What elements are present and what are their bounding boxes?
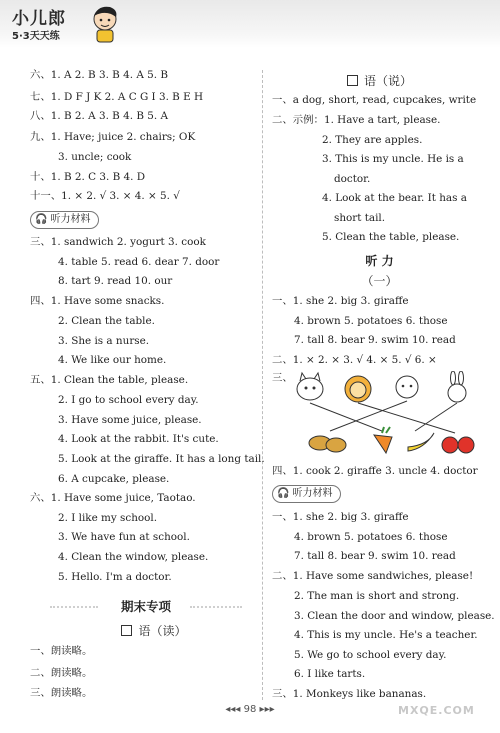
answer-line: 3. This is my uncle. He is a: [322, 153, 464, 165]
page-number: 98: [243, 704, 257, 715]
answer-line: 八、1. B 2. A 3. B 4. B 5. A: [30, 110, 168, 122]
answer-line: 2. Clean the table.: [58, 315, 155, 327]
answer-line: 7. tall 8. bear 9. swim 10. read: [294, 550, 456, 562]
answer-line: 3. uncle; cook: [58, 151, 132, 163]
answer-line: 二、1. × 2. × 3. √ 4. × 5. √ 6. ×: [272, 354, 437, 366]
apples-icon: [442, 437, 474, 453]
answer-line: 二、示例：1. Have a tart, please.: [272, 114, 441, 126]
prev-arrows-icon: ◂◂◂: [225, 704, 244, 715]
answer-line: 7. tall 8. bear 9. swim 10. read: [294, 334, 456, 346]
lion-icon: [345, 376, 371, 402]
answer-line: 一、朗读略。: [30, 645, 93, 657]
answer-line: 一、1. she 2. big 3. giraffe: [272, 295, 409, 307]
sheep-icon: [396, 376, 418, 398]
answer-line: 2. They are apples.: [322, 134, 423, 146]
answer-line: 4. brown 5. potatoes 6. those: [294, 531, 448, 543]
listening-material-tag: [30, 211, 99, 229]
subsection-label: 语（说）: [363, 74, 412, 88]
answer-line: 4. Clean the window, please.: [58, 551, 209, 563]
headphones-icon: 🎧: [35, 214, 48, 225]
subsection-title: [38, 622, 270, 639]
match-line: [330, 401, 407, 431]
answer-line: 5. Hello. I'm a doctor.: [58, 571, 172, 583]
answer-line: 6. A cupcake, please.: [58, 473, 170, 485]
answer-line: 4. Look at the bear. It has a: [322, 192, 467, 204]
mascot-icon: [88, 4, 122, 44]
answer-line: 四、1. Have some snacks.: [30, 295, 165, 307]
watermark: MXQE.COM: [398, 704, 475, 717]
answer-line: 三、: [272, 372, 293, 384]
header-band: [0, 0, 500, 48]
answer-line: 七、1. D F J K 2. A C G I 3. B E H: [30, 91, 204, 103]
page-header: [0, 0, 500, 52]
answer-line: 六、1. Have some juice, Taotao.: [30, 492, 196, 504]
cat-icon: [297, 373, 323, 400]
answer-line: 4. This is my uncle. He's a teacher.: [294, 629, 478, 641]
answer-line: short tail.: [334, 212, 386, 224]
answer-line: 4. brown 5. potatoes 6. those: [294, 315, 448, 327]
series-label: 5·3天天练: [12, 31, 60, 42]
potatoes-icon: [309, 436, 346, 452]
headphones-icon: 🎧: [277, 488, 290, 499]
box-icon: [121, 625, 132, 636]
answer-line: 8. tart 9. read 10. our: [58, 275, 173, 287]
banana-icon: [408, 433, 434, 451]
carrot-icon: [374, 427, 392, 453]
answer-line: 五、1. Clean the table, please.: [30, 374, 189, 386]
answer-line: 二、朗读略。: [30, 667, 93, 679]
answer-line: 九、1. Have; juice 2. chairs; OK: [30, 131, 196, 143]
column-divider: [262, 70, 263, 700]
tag-label: 听力材料: [50, 214, 91, 225]
answer-line: 三、朗读略。: [30, 687, 93, 699]
answer-line: 2. I like my school.: [58, 512, 158, 524]
next-arrows-icon: ▸▸▸: [259, 704, 275, 715]
answer-line: 3. Have some juice, please.: [58, 414, 202, 426]
answer-line: 六、1. A 2. B 3. B 4. A 5. B: [30, 69, 168, 81]
answer-line: 5. We go to school every day.: [294, 649, 447, 661]
answer-line: 5. Clean the table, please.: [322, 231, 460, 243]
answer-line: 三、1. sandwich 2. yogurt 3. cook: [30, 236, 206, 248]
answer-line: 2. I go to school every day.: [58, 394, 199, 406]
subsection-title: [272, 72, 487, 89]
subsection-title: （一）: [361, 274, 398, 288]
answer-line: 三、1. Monkeys like bananas.: [272, 688, 427, 700]
answer-line: 3. Clean the door and window, please.: [294, 610, 495, 622]
answer-line: 2. The man is short and strong.: [294, 590, 460, 602]
answer-line: 二、1. Have some sandwiches, please!: [272, 570, 474, 582]
answer-line: 十、1. B 2. C 3. B 4. D: [30, 171, 146, 183]
box-icon: [347, 75, 358, 86]
page-footer: [0, 704, 500, 715]
tag-label: 听力材料: [292, 488, 333, 499]
answer-line: 5. Look at the giraffe. It has a long tail.: [58, 453, 265, 465]
matching-picture: [290, 371, 482, 455]
rabbit-icon: [448, 371, 466, 402]
answer-line: 3. We have fun at school.: [58, 531, 190, 543]
answer-line: 4. table 5. read 6. dear 7. door: [58, 256, 220, 268]
answer-line: 4. Look at the rabbit. It's cute.: [58, 433, 219, 445]
answer-line: 四、1. cook 2. giraffe 3. uncle 4. doctor: [272, 465, 478, 477]
match-line: [358, 403, 455, 433]
answer-line: 一、a dog, short, read, cupcakes, write: [272, 94, 477, 106]
answer-line: 4. We like our home.: [58, 354, 167, 366]
subsection-label: 语（读）: [138, 624, 187, 638]
listening-material-tag: [272, 485, 341, 503]
section-title: 期末专项: [120, 599, 171, 614]
answer-line: 十一、1. × 2. √ 3. × 4. × 5. √: [30, 190, 180, 202]
section-title: 听 力: [365, 254, 394, 268]
answer-line: 一、1. she 2. big 3. giraffe: [272, 511, 409, 523]
brand-logo: 小儿郎: [12, 9, 66, 29]
answer-line: doctor.: [334, 173, 371, 185]
answer-line: 3. She is a nurse.: [58, 335, 150, 347]
answer-line: 6. I like tarts.: [294, 668, 366, 680]
